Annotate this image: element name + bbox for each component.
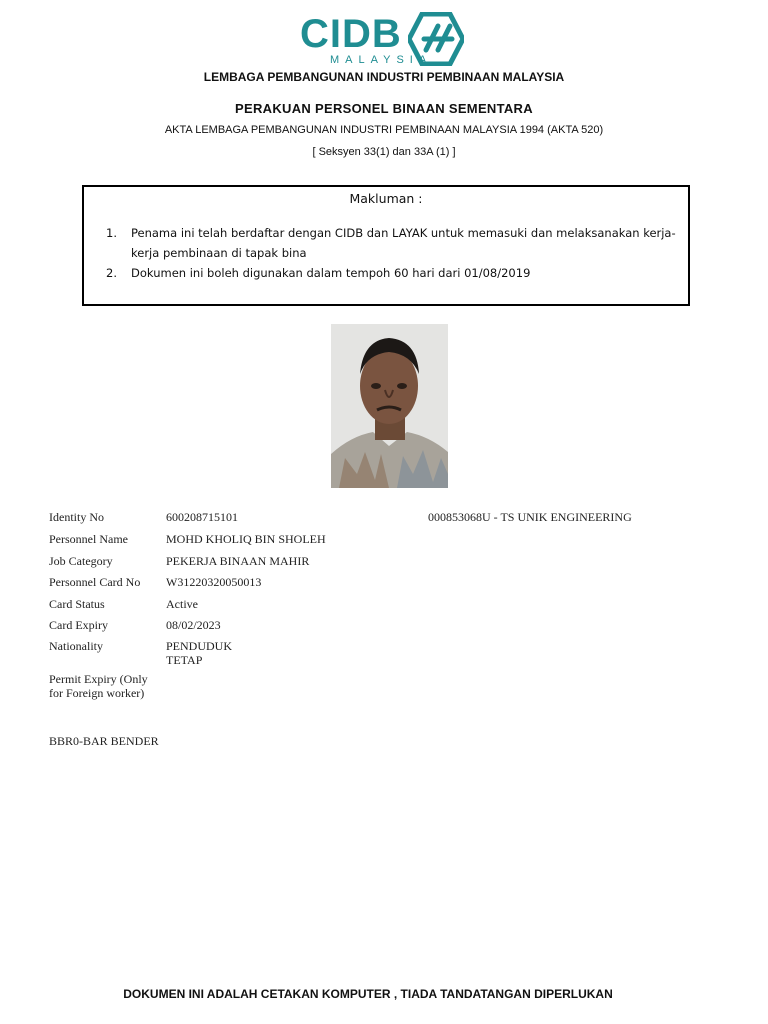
card-status-label: Card Status <box>49 597 105 611</box>
logo-text: CIDB <box>300 12 402 56</box>
card-no-value: W31220320050013 <box>166 575 262 589</box>
card-status-value: Active <box>166 597 198 611</box>
card-no-row <box>49 575 729 591</box>
section-reference: [ Seksyen 33(1) dan 33A (1) ] <box>312 146 456 158</box>
nationality-value-line2: TETAP <box>166 653 203 667</box>
permit-expiry-label-line2: for Foreign worker) <box>49 686 145 700</box>
notice-item-number: 1. <box>106 226 117 240</box>
nationality-value-line1: PENDUDUK <box>166 639 232 653</box>
notice-item-text: Dokumen ini boleh digunakan dalam tempoh 60 hari dari 01/08/2019 <box>131 266 531 280</box>
notice-item <box>106 223 686 263</box>
card-no-label: Personnel Card No <box>49 575 141 589</box>
permit-expiry-label-line1: Permit Expiry (Only <box>49 672 148 686</box>
notice-item-number: 2. <box>106 266 117 280</box>
cidb-emblem-icon <box>408 12 464 66</box>
identity-row <box>49 510 729 526</box>
logo-subtext: MALAYSIA <box>330 54 433 66</box>
nationality-value <box>166 639 316 667</box>
notice-item-text: Penama ini telah berdaftar dengan CIDB dan LAYAK untuk memasuki dan melaksanakan kerja-kerja pembinaan di tapak bina <box>131 226 676 260</box>
notice-list <box>106 223 686 283</box>
identity-label: Identity No <box>49 510 104 524</box>
notice-item <box>106 263 686 283</box>
company-value: 000853068U - TS UNIK ENGINEERING <box>428 510 632 524</box>
personnel-photo <box>331 324 448 488</box>
identity-value: 600208715101 <box>166 510 238 524</box>
nationality-label: Nationality <box>49 639 103 653</box>
cidb-logo <box>300 12 465 68</box>
act-reference: AKTA LEMBAGA PEMBANGUNAN INDUSTRI PEMBINAAN MALAYSIA 1994 (AKTA 520) <box>164 124 604 136</box>
nationality-row <box>49 639 729 669</box>
certificate-title: PERAKUAN PERSONEL BINAAN SEMENTARA <box>235 101 533 116</box>
permit-expiry-label <box>49 672 169 700</box>
footer-disclaimer: DOKUMEN INI ADALAH CETAKAN KOMPUTER , TIADA TANDATANGAN DIPERLUKAN <box>123 987 613 1001</box>
job-category-label: Job Category <box>49 554 113 568</box>
name-label: Personnel Name <box>49 532 128 546</box>
card-expiry-value: 08/02/2023 <box>166 618 221 632</box>
person-portrait-icon <box>331 324 448 488</box>
notice-title: Makluman : <box>349 191 423 206</box>
name-row <box>49 532 729 548</box>
card-status-row <box>49 597 729 613</box>
card-expiry-label: Card Expiry <box>49 618 108 632</box>
organization-name: LEMBAGA PEMBANGUNAN INDUSTRI PEMBINAAN MALAYSIA <box>203 70 565 84</box>
job-category-value: PEKERJA BINAAN MAHIR <box>166 554 310 568</box>
trade-skill: BBR0-BAR BENDER <box>49 734 159 748</box>
permit-expiry-row <box>49 672 729 702</box>
notice-box <box>82 185 690 306</box>
name-value: MOHD KHOLIQ BIN SHOLEH <box>166 532 326 546</box>
card-expiry-row <box>49 618 729 634</box>
job-category-row <box>49 554 729 570</box>
